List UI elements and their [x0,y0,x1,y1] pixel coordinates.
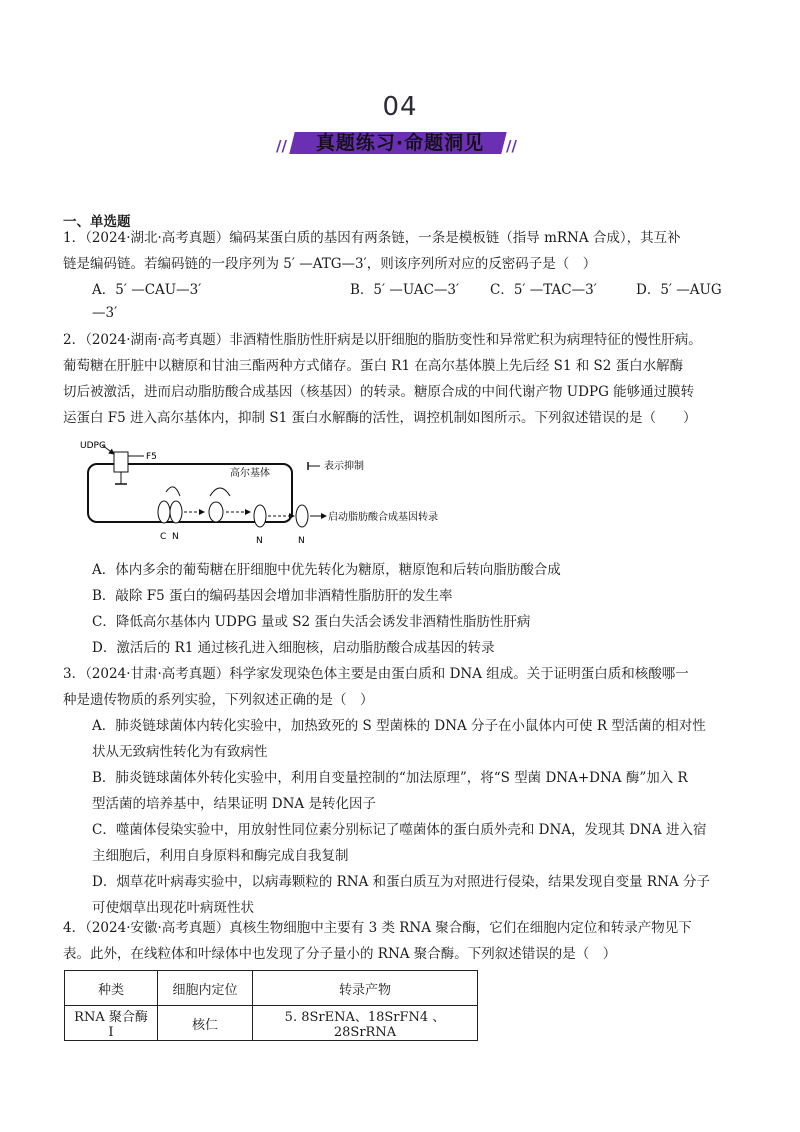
udpg-label: UDPG [80,441,106,451]
q2-option-c: C．降低高尔基体内 UDPG 量或 S2 蛋白失活会诱发非酒精性脂肪性肝病 [92,614,531,630]
rna-polymerase-table [64,970,478,1041]
table-row [65,1006,478,1041]
n3-label: N [298,536,305,546]
f5-transporter [114,452,128,472]
q1-option-b: B．5′ —UAC—3′ [350,282,460,298]
q1-stem-line1: 1．（2024·湖北·高考真题）编码某蛋白质的基因有两条链，一条是模板链（指导 mRNA 合成），其互补 [63,230,681,246]
s-protease [209,502,223,522]
q3-stem-line2: 种是遗传物质的系列实验，下列叙述正确的是（ ） [63,692,374,708]
q2-stem-line3: 切后被激活，进而启动脂肪酸合成基因（核基因）的转录。糖原合成的中间代谢产物 UDPG 能够通过膜转 [63,384,695,400]
q1-option-d: D．5′ —AUG [636,282,722,298]
q2-option-b: B．敲除 F5 蛋白的编码基因会增加非酒精性脂肪肝的发生率 [92,588,453,604]
table-header-cell: 转录产物 [253,971,478,1006]
q2-stem-line2: 葡萄糖在肝脏中以糖原和甘油三酯两种方式储存。蛋白 R1 在高尔基体膜上先后经 S1 和 S2 蛋白水解酶 [63,358,684,374]
q2-option-d: D．激活后的 R1 通过核孔进入细胞核，启动脂肪酸合成基因的转录 [92,640,495,656]
q1-stem-line2: 链是编码链。若编码链的一段序列为 5′ —ATG—3′，则该序列所对应的反密码子是（ ） [63,256,597,272]
q4-stem-line1: 4．（2024·安徽·高考真题）真核生物细胞中主要有 3 类 RNA 聚合酶，它们在细胞内定位和转录产物见下 [63,920,692,936]
q3-option-a-line1: A．肺炎链球菌体内转化实验中，加热致死的 S 型菌株的 DNA 分子在小鼠体内可使 R 型活菌的相对性 [92,718,706,734]
section-heading: 一、单选题 [63,214,131,230]
q1-option-c: C．5′ —TAC—3′ [490,282,597,298]
golgi-regulation-diagram [80,432,440,552]
q3-option-b-line2: 型活菌的培养基中，结果证明 DNA 是转化因子 [92,796,376,812]
n-label: N [172,532,179,542]
table-cell: RNA 聚合酶 I [65,1006,158,1041]
table-header-row [65,971,478,1006]
r1-protein-n [170,501,182,523]
table-cell: 5. 8SrENA、18SrFN4 、28SrRNA [253,1006,478,1041]
q2-option-a: A．体内多余的葡萄糖在肝细胞中优先转化为糖原，糖原饱和后转向脂肪酸合成 [92,562,561,578]
left-slash-decoration: // [276,137,287,155]
table-header-cell: 种类 [65,971,158,1006]
c-label: C [160,532,167,542]
inhibit-legend: 表示抑制 [324,461,364,472]
q3-option-d-line1: D．烟草花叶病毒实验中，以病毒颗粒的 RNA 和蛋白质互为对照进行侵染，结果发现自变量 RNA 分子 [92,874,710,890]
r1-nucleus [296,505,308,527]
r1-protein-c [158,501,170,523]
q1-option-a: A．5′ —CAU—3′ [92,282,202,298]
q3-option-b-line1: B．肺炎链球菌体外转化实验中，利用自变量控制的“加法原理”，将“S 型菌 DNA+DNA 酶”加入 R [92,770,688,786]
q3-option-a-line2: 状从无致病性转化为有致病性 [92,744,268,760]
r1-cleaved [254,505,266,527]
chapter-title: 真题练习·命题洞见 [315,132,485,154]
q1-option-d-cont: —3′ [92,305,118,321]
table-cell: 核仁 [158,1006,253,1041]
n2-label: N [256,536,263,546]
chapter-number: 04 [382,92,418,122]
f5-label: F5 [146,452,157,462]
q3-stem-line1: 3．（2024·甘肃·高考真题）科学家发现染色体主要是由蛋白质和 DNA 组成。关于证明蛋白质和核酸哪一 [63,666,689,682]
q3-option-c-line1: C．噬菌体侵染实验中，用放射性同位素分别标记了噬菌体的蛋白质外壳和 DNA，发现其 DNA 进入宿 [92,822,707,838]
q3-option-d-line2: 可使烟草出现花叶病斑性状 [92,900,254,916]
golgi-label: 高尔基体 [230,468,270,479]
right-slash-decoration: // [506,137,517,155]
q2-stem-line4: 运蛋白 F5 进入高尔基体内，抑制 S1 蛋白水解酶的活性，调控机制如图所示。下列叙述错误的是（ ） [63,410,697,426]
q3-option-c-line2: 主细胞后，利用自身原料和酶完成自我复制 [92,848,349,864]
transcription-label: 启动脂肪酸合成基因转录 [328,512,438,523]
q4-stem-line2: 表。此外，在线粒体和叶绿体中也发现了分子量小的 RNA 聚合酶。下列叙述错误的是（ ） [63,946,617,962]
q2-stem-line1: 2．（2024·湖南·高考真题）非酒精性脂肪性肝病是以肝细胞的脂肪变性和异常贮积为病理特征的慢性肝病。 [63,332,702,348]
table-header-cell: 细胞内定位 [158,971,253,1006]
